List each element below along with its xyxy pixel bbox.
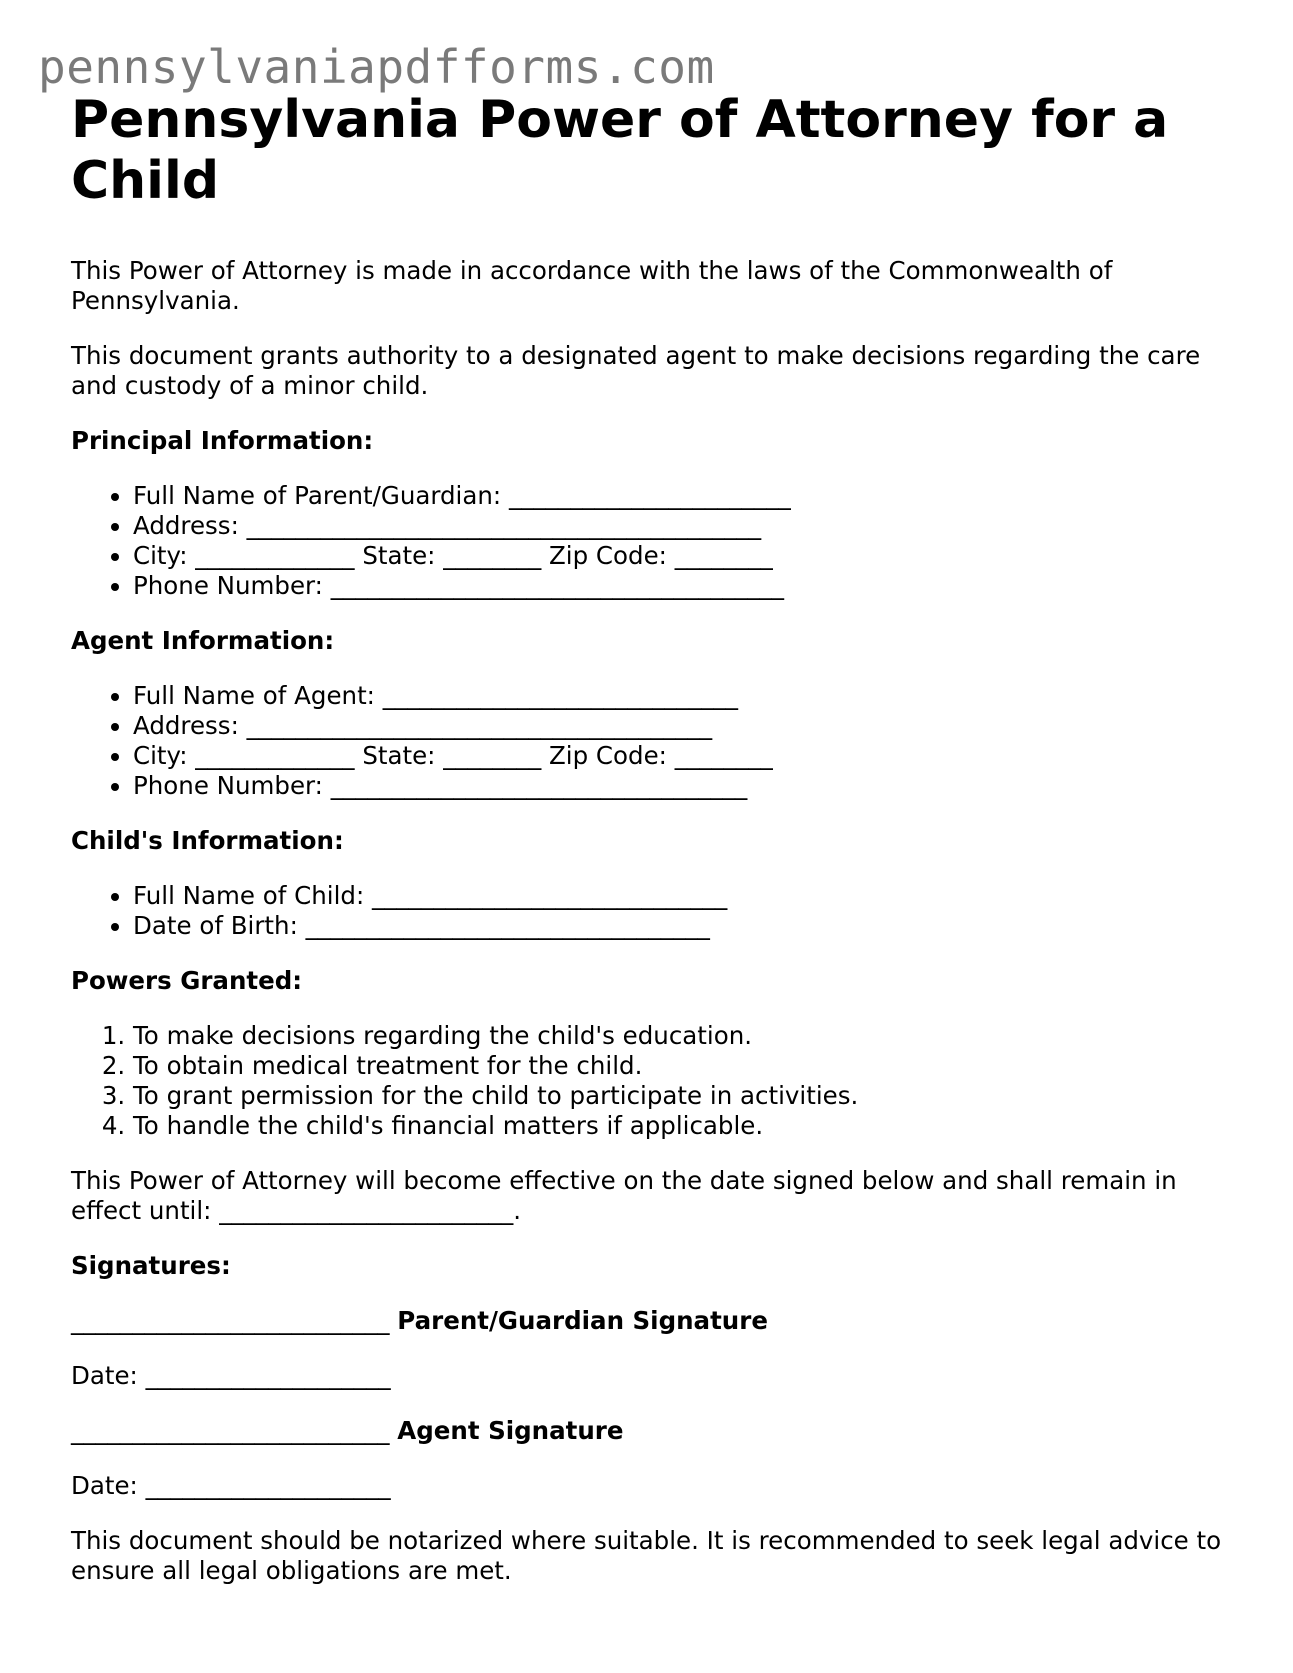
parent-signature-label: Parent/Guardian Signature (397, 1306, 768, 1335)
principal-list (71, 481, 1241, 601)
principal-city-state-zip-field: • City: _____________ State: ________ Zip Code: ________ (133, 541, 1241, 571)
signatures-heading: Signatures: (71, 1251, 231, 1280)
agent-city-state-zip-field: • City: _____________ State: ________ Zip Code: ________ (133, 741, 1241, 771)
effective-clause: This Power of Attorney will become effective on the date signed below and shall remain in effect until: ________________________. (71, 1166, 1177, 1225)
agent-signature-label: Agent Signature (397, 1416, 624, 1445)
agent-signature-row (71, 1416, 1241, 1446)
power-item-activities: 3. To grant permission for the child to participate in activities. (133, 1081, 1241, 1111)
principal-heading: Principal Information: (71, 426, 374, 455)
agent-heading: Agent Information: (71, 626, 335, 655)
page-title: Pennsylvania Power of Attorney for a Child (71, 90, 1169, 211)
principal-phone-field: • Phone Number: _____________________________________ (133, 571, 1241, 601)
parent-date-field: Date: ____________________ (71, 1361, 391, 1390)
parent-signature-row (71, 1306, 1241, 1336)
power-item-medical: 2. To obtain medical treatment for the child. (133, 1051, 1241, 1081)
child-heading: Child's Information: (71, 826, 344, 855)
agent-address-field: • Address: ______________________________________ (133, 711, 1241, 741)
notarization-note: This document should be notarized where suitable. It is recommended to seek legal advice to ensure all legal obligations are met. (71, 1526, 1222, 1585)
principal-address-field: • Address: __________________________________________ (133, 511, 1241, 541)
agent-name-field: • Full Name of Agent: _____________________________ (133, 681, 1241, 711)
power-item-financial: 4. To handle the child's financial matters if applicable. (133, 1111, 1241, 1141)
child-dob-field: • Date of Birth: _________________________________ (133, 911, 1241, 941)
intro-paragraph-1: This Power of Attorney is made in accordance with the laws of the Commonwealth of Pennsylvania. (71, 256, 1113, 315)
child-name-field: • Full Name of Child: _____________________________ (133, 881, 1241, 911)
intro-paragraph-2: This document grants authority to a designated agent to make decisions regarding the care and custody of a minor child. (71, 341, 1201, 400)
powers-heading: Powers Granted: (71, 966, 303, 995)
parent-signature-line: __________________________ (71, 1306, 390, 1335)
agent-list (71, 681, 1241, 801)
agent-phone-field: • Phone Number: __________________________________ (133, 771, 1241, 801)
child-list (71, 881, 1241, 941)
power-item-education: 1. To make decisions regarding the child's education. (133, 1021, 1241, 1051)
document-body (71, 90, 1241, 1586)
site-watermark: pennsylvaniapdfforms.com (38, 40, 715, 94)
principal-name-field: • Full Name of Parent/Guardian: _______________________ (133, 481, 1241, 511)
powers-list (71, 1021, 1241, 1141)
agent-signature-line: __________________________ (71, 1416, 390, 1445)
agent-date-field: Date: ____________________ (71, 1471, 391, 1500)
